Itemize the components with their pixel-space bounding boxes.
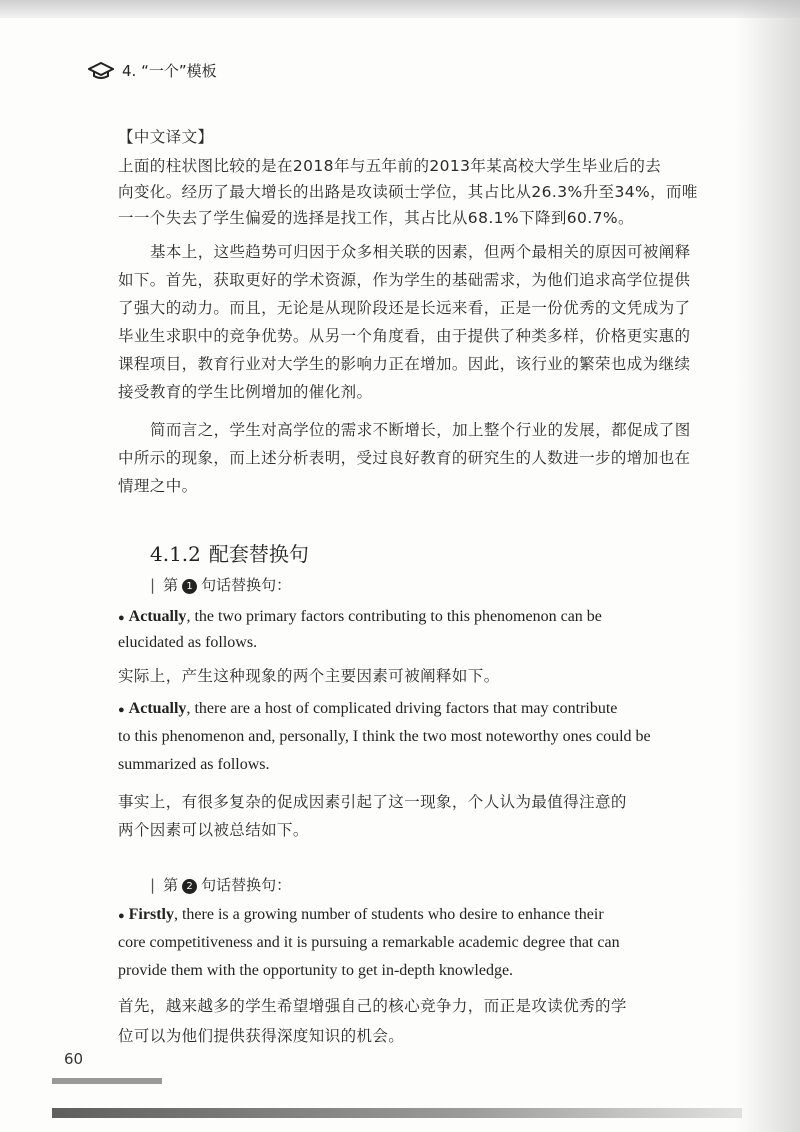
- translation-line: 基本上，这些趋势可归因于众多相关联的因素，但两个最相关的原因可被阐释: [150, 243, 691, 261]
- example-text: , the two primary factors contributing to this phenomenon can be: [186, 608, 602, 625]
- translation-line: 接受教育的学生比例增加的催化剂。: [118, 383, 373, 401]
- page-shadow: [736, 0, 800, 1132]
- section-title: [150, 538, 309, 567]
- example-translation: 首先，越来越多的学生希望增强自己的核心竞争力，而正是攻读优秀的学: [118, 997, 627, 1015]
- scan-edge: [0, 0, 800, 18]
- example-lead: Firstly: [128, 906, 174, 923]
- translation-line: 如下。首先，获取更好的学术资源，作为学生的基础需求，为他们追求高学位提供: [118, 271, 691, 289]
- circled-number: 2: [182, 879, 197, 894]
- chapter-header: [88, 60, 217, 81]
- example-line: [118, 608, 602, 626]
- scan-edge-bottom: [52, 1108, 742, 1118]
- translation-line: 简而言之，学生对高学位的需求不断增长，加上整个行业的发展，都促成了图: [150, 421, 691, 439]
- example-translation: 实际上，产生这种现象的两个主要因素可被阐释如下。: [118, 667, 500, 685]
- bullet-icon: ●: [118, 910, 125, 922]
- footer-rule: [52, 1078, 162, 1084]
- example-text: , there is a growing number of students who desire to enhance their: [173, 906, 604, 923]
- translation-line: 向变化。经历了最大增长的出路是攻读硕士学位，其占比从26.3%升至34%，而唯: [118, 183, 698, 201]
- chapter-label: 4. “一个”模板: [122, 62, 217, 80]
- subheading-2: [150, 874, 291, 895]
- translation-line: 情理之中。: [118, 477, 198, 495]
- translation-line: 了强大的动力。而且，无论是从现阶段还是长远来看，正是一份优秀的文凭成为了: [118, 299, 691, 317]
- translation-line: 中所示的现象，而上述分析表明，受过良好教育的研究生的人数进一步的增加也在: [118, 449, 691, 467]
- bullet-icon: ●: [118, 704, 125, 716]
- subheading-bar: |: [150, 876, 156, 894]
- example-line: [118, 906, 604, 924]
- section-number: 4.1.2: [150, 542, 201, 566]
- subheading-prefix: 第: [163, 576, 179, 594]
- subheading-prefix: 第: [163, 876, 179, 894]
- subheading-bar: |: [150, 576, 156, 594]
- page-number: 60: [64, 1050, 84, 1068]
- translation-heading: 【中文译文】: [118, 128, 214, 146]
- example-line: elucidated as follows.: [118, 634, 258, 651]
- subheading-suffix: 句话替换句：: [201, 876, 292, 894]
- graduation-cap-icon: [88, 61, 114, 81]
- example-line: to this phenomenon and, personally, I think the two most noteworthy ones could be: [118, 728, 651, 745]
- example-line: core competitiveness and it is pursuing a remarkable academic degree that can: [118, 934, 620, 951]
- subheading-suffix: 句话替换句：: [201, 576, 292, 594]
- example-lead: Actually: [128, 608, 187, 625]
- example-text: , there are a host of complicated driving factors that may contribute: [186, 700, 618, 717]
- example-line: summarized as follows.: [118, 756, 270, 773]
- translation-line: 一一个失去了学生偏爱的选择是找工作，其占比从68.1%下降到60.7%。: [118, 209, 634, 227]
- example-line: provide them with the opportunity to get in-depth knowledge.: [118, 962, 514, 979]
- translation-line: 课程项目，教育行业对大学生的影响力正在增加。因此，该行业的繁荣也成为继续: [118, 355, 691, 373]
- example-translation: 位可以为他们提供获得深度知识的机会。: [118, 1027, 405, 1045]
- example-lead: Actually: [128, 700, 187, 717]
- translation-line: 上面的柱状图比较的是在2018年与五年前的2013年某高校大学生毕业后的去: [118, 157, 662, 175]
- example-translation: 事实上，有很多复杂的促成因素引起了这一现象，个人认为最值得注意的: [118, 793, 627, 811]
- translation-line: 毕业生求职中的竞争优势。从另一个角度看，由于提供了种类多样，价格更实惠的: [118, 327, 691, 345]
- example-line: [118, 700, 617, 718]
- example-translation: 两个因素可以被总结如下。: [118, 821, 309, 839]
- section-name: 配套替换句: [208, 542, 309, 566]
- circled-number: 1: [182, 579, 197, 594]
- bullet-icon: ●: [118, 612, 125, 624]
- subheading-1: [150, 574, 291, 595]
